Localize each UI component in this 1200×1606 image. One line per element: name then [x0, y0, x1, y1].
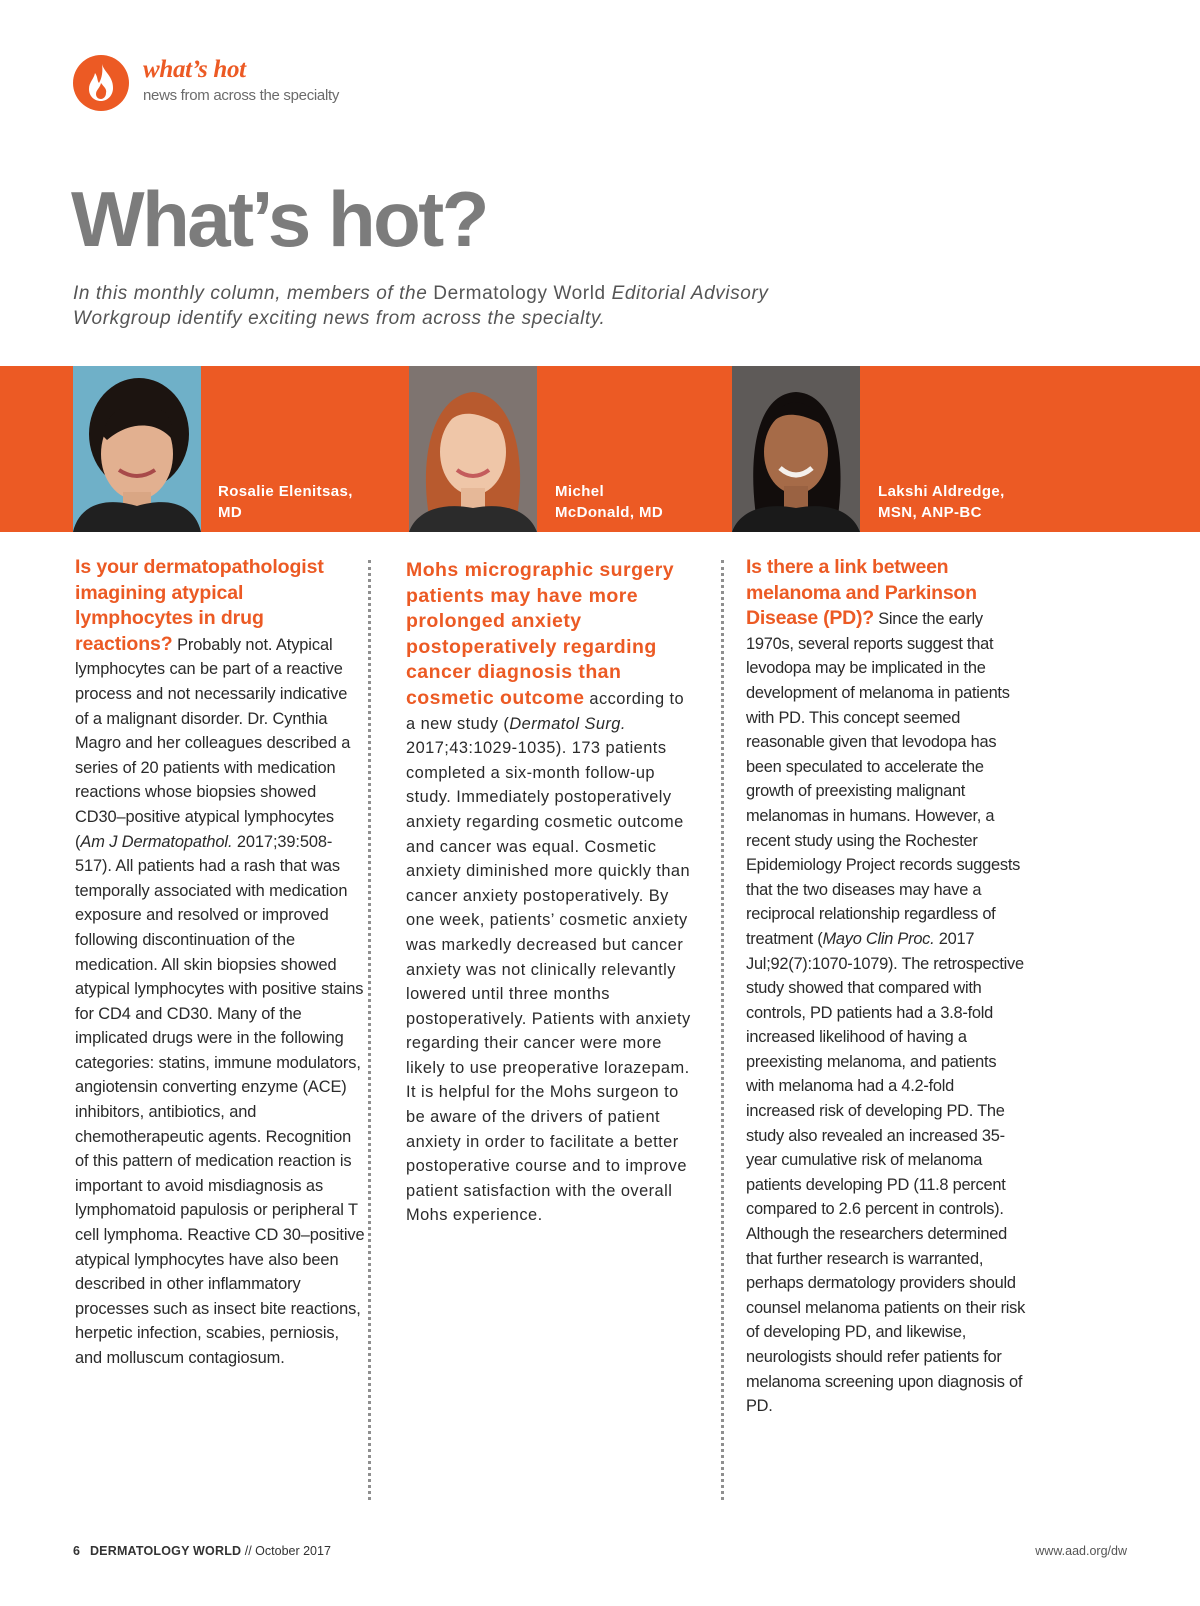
intro-part1: In this monthly column, members of the: [73, 283, 434, 304]
column-divider: [368, 560, 371, 1500]
author-photo-mcdonald: [409, 366, 537, 532]
page-folio: [73, 1544, 331, 1558]
article-body: 2017;43:1029-1035). 173 patients completed a six-month follow-up study. Immediately postoperatively anxiety regarding cosmetic outcome and cancer was equal. Cosmetic anxiety diminished more quickly than cancer anxiety postoperatively. By one week, patients’ cosmetic anxiety was markedly decreased but cancer anxiety was not clinically relevantly lowered until three months postoperatively. Patients with anxiety regarding their cancer were more likely to use preoperative lorazepam. It is helpful for the Mohs surgeon to be aware of the drivers of patient anxiety in order to facilitate a better postoperative course and to improve patient satisfaction with the overall Mohs experience.: [406, 739, 691, 1225]
article-body: according to a new study (: [406, 689, 685, 733]
issue-date: // October 2017: [241, 1544, 331, 1558]
section-subtitle: news from across the specialty: [143, 87, 340, 104]
article-body: Since the early 1970s, several reports suggest that levodopa may be implicated in the development of melanoma in patients with PD. This concept seemed reasonable given that levodopa has been speculated to accelerate the growth of preexisting malignant melanomas in humans. However, a recent study using the Rochester Epidemiology Project records suggests that the two diseases may have a reciprocal relationship regardless of treatment (: [746, 610, 1021, 948]
article-headline: Is your dermatopathologist imagining atypical lymphocytes in drug reactions?: [75, 556, 324, 655]
intro-magazine: Dermatology World: [433, 283, 606, 304]
column-divider: [721, 560, 724, 1500]
author-name-elenitsas: [218, 481, 353, 523]
article-body: 2017 Jul;92(7):1070-1079). The retrospective study showed that compared with controls, PD patients had a 3.8-fold increased likelihood of having a preexisting melanoma, and patients with melanoma had a 4.2-fold increased risk of developing PD. The study also revealed an increased 35-year cumulative risk of melanoma patients developing PD (11.8 percent compared to 2.6 percent in controls). Although the researchers determined that further research is warranted, perhaps dermatology providers should counsel melanoma patients on their risk of developing PD, and likewise, neurologists should refer patients for melanoma screening upon diagnosis of PD.: [746, 929, 1026, 1416]
article-headline: Is there a link between melanoma and Parkinson Disease (PD)?: [746, 556, 977, 630]
article-column-2: [406, 558, 698, 1228]
author-name-aldredge: [878, 481, 1005, 523]
author-name-line1: Rosalie Elenitsas,: [218, 483, 353, 500]
author-name-line1: Michel: [555, 483, 605, 500]
author-name-line2: MSN, ANP-BC: [878, 504, 982, 521]
journal-citation: Dermatol Surg.: [509, 714, 626, 733]
author-photo-aldredge: [732, 366, 860, 532]
intro-text: [73, 281, 773, 331]
article-body: Probably not. Atypical lymphocytes can be part of a reactive process and not necessarily indicative of a malignant disorder. Dr. Cynthia Magro and her colleagues described a series of 20 patients with medication reactions whose biopsies showed CD30–positive atypical lymphocytes (: [75, 635, 351, 851]
author-name-line2: McDonald, MD: [555, 504, 664, 521]
footer-url: www.aad.org/dw: [1035, 1544, 1127, 1558]
author-photo-elenitsas: [73, 366, 201, 532]
section-logo: [73, 55, 129, 111]
journal-citation: Mayo Clin Proc.: [822, 929, 935, 948]
page-number: 6: [73, 1544, 80, 1558]
magazine-name: DERMATOLOGY WORLD: [89, 1544, 242, 1558]
journal-citation: Am J Dermatopathol.: [80, 832, 233, 851]
article-body: 2017;39:508-517). All patients had a rash that was temporally associated with medication exposure and resolved or improved following discontinuation of the medication. All skin biopsies showed atypical lymphocytes with positive stains for CD4 and CD30. Many of the implicated drugs were in the following categories: statins, immune modulators, angiotensin converting enzyme (ACE) inhibitors, antibiotics, and chemotherapeutic agents. Recognition of this pattern of medication reaction is important to avoid misdiagnosis as lymphomatoid papulosis or peripheral T cell lymphoma. Reactive CD 30–positive atypical lymphocytes have also been described in other inflammatory processes such as insect bite reactions, herpetic infection, scabies, perniosis, and molluscum contagiosum.: [75, 832, 365, 1367]
article-column-1: [75, 555, 365, 1371]
intro-part2: Editorial Advisory Workgroup identify exciting news from across the specialty.: [73, 283, 769, 329]
page-title: What’s hot?: [71, 175, 487, 263]
author-name-line1: Lakshi Aldredge,: [878, 483, 1005, 500]
flame-icon: [73, 55, 129, 111]
author-name-mcdonald: [555, 481, 663, 523]
section-title: what’s hot: [143, 56, 246, 83]
article-headline: Mohs micrographic surgery patients may have more prolonged anxiety postoperatively regarding cancer diagnosis than cosmetic outcome: [406, 559, 675, 709]
article-column-3: [746, 555, 1026, 1419]
author-name-line2: MD: [218, 504, 243, 521]
